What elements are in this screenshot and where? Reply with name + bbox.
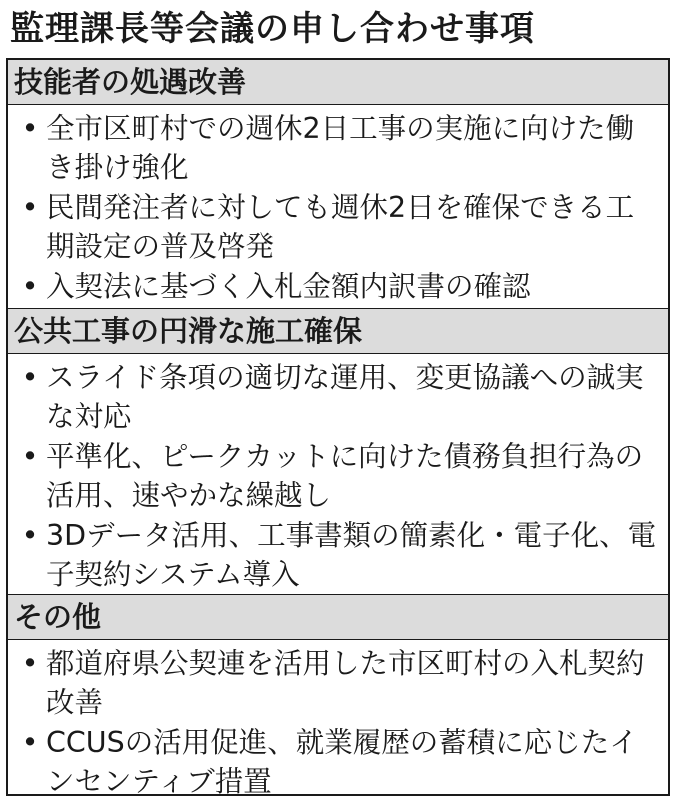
list-item bbox=[8, 516, 668, 594]
page-title: 監理課長等会議の申し合わせ事項 bbox=[10, 9, 535, 49]
content-frame bbox=[6, 58, 670, 796]
list-item-text: 3Dデータ活用、工事書類の簡素化・電子化、電子契約システム導入 bbox=[46, 519, 657, 591]
bullet-icon: • bbox=[21, 191, 39, 224]
list-item-text: スライド条項の適切な運用、変更協議への誠実な対応 bbox=[46, 361, 644, 433]
list-item bbox=[8, 267, 668, 306]
section-worker-treatment bbox=[8, 60, 668, 307]
list-item-text: 都道府県公契連を活用した市区町村の入札契約改善 bbox=[46, 647, 645, 719]
list-item bbox=[8, 358, 668, 436]
bullet-icon: • bbox=[21, 270, 39, 303]
section-public-works bbox=[8, 308, 668, 595]
section-heading: 技能者の処遇改善 bbox=[8, 60, 668, 105]
bullet-icon: • bbox=[21, 440, 39, 473]
list-item-text: CCUSの活用促進、就業履歴の蓄積に応じたインセンティブ措置 bbox=[46, 726, 638, 798]
list-item-text: 入契法に基づく入札金額内訳書の確認 bbox=[46, 270, 531, 303]
section-other bbox=[8, 594, 668, 802]
list-item bbox=[8, 644, 668, 722]
list-item-text: 平準化、ピークカットに向けた債務負担行為の活用、速やかな繰越し bbox=[46, 440, 644, 512]
list-item-text: 民間発注者に対しても週休2日を確保できる工期設定の普及啓発 bbox=[46, 191, 635, 263]
bullet-icon: • bbox=[21, 361, 39, 394]
section-heading: その他 bbox=[8, 594, 668, 640]
section-heading: 公共工事の円滑な施工確保 bbox=[8, 308, 668, 354]
bullet-icon: • bbox=[21, 112, 39, 145]
bullet-icon: • bbox=[21, 647, 39, 680]
bullet-icon: • bbox=[21, 519, 39, 552]
item-list bbox=[8, 354, 668, 594]
list-item-text: 全市区町村での週休2日工事の実施に向けた働き掛け強化 bbox=[46, 112, 635, 184]
list-item bbox=[8, 188, 668, 266]
list-item bbox=[8, 437, 668, 515]
item-list bbox=[8, 105, 668, 306]
bullet-icon: • bbox=[21, 726, 39, 759]
item-list bbox=[8, 640, 668, 801]
list-item bbox=[8, 723, 668, 801]
list-item bbox=[8, 109, 668, 187]
